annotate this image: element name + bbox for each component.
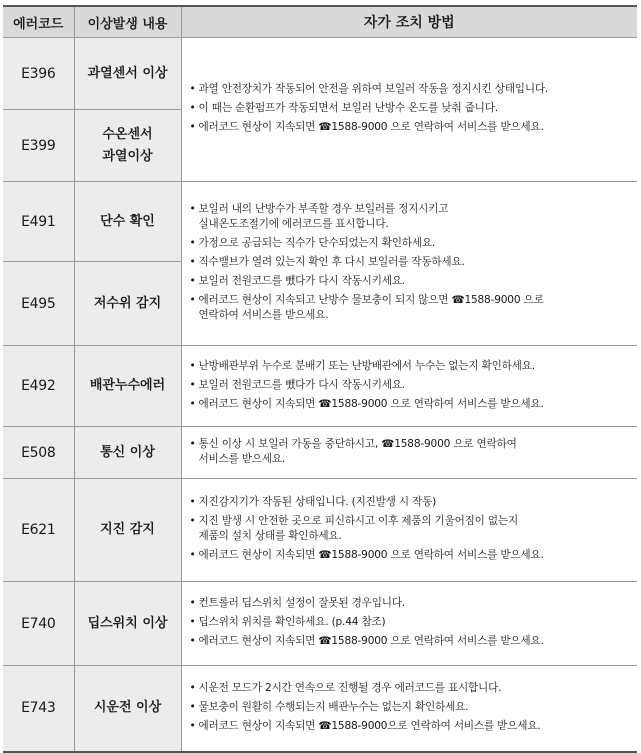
action-cell <box>181 182 637 346</box>
action-cell <box>181 666 637 752</box>
table-row <box>3 666 637 752</box>
action-item: • 지진감지기가 작동된 상태입니다. (지진발생 시 작동) <box>190 495 632 510</box>
action-item: • 컨트롤러 딥스위치 설정이 잘못된 경우입니다. <box>190 596 632 611</box>
action-item: • 에러코드 현상이 지속되고 난방수 물보충이 되지 않으면 ☎1588-9000 으로 연락하여 서비스를 받으세요. <box>190 293 632 323</box>
error-code: E495 <box>3 262 74 346</box>
error-code: E743 <box>3 666 74 752</box>
action-item: • 보일러 전원코드를 뺐다가 다시 작동시키세요. <box>190 378 632 393</box>
table-row <box>3 182 637 262</box>
error-name: 딥스위치 이상 <box>74 582 181 666</box>
action-item: • 에러코드 현상이 지속되면 ☎1588-9000 으로 연락하여 서비스를 받으세요. <box>190 548 632 563</box>
table-row <box>3 346 637 427</box>
error-code: E621 <box>3 479 74 582</box>
error-code: E396 <box>3 38 74 110</box>
error-name: 과열센서 이상 <box>74 38 181 110</box>
table-row <box>3 427 637 479</box>
action-item: • 에러코드 현상이 지속되면 ☎1588-9000 으로 연락하여 서비스를 받으세요. <box>190 120 632 135</box>
action-cell <box>181 479 637 582</box>
error-name: 시운전 이상 <box>74 666 181 752</box>
error-code: E740 <box>3 582 74 666</box>
action-cell <box>181 427 637 479</box>
action-cell <box>181 38 637 182</box>
error-name: 지진 감지 <box>74 479 181 582</box>
action-item: • 난방배관부위 누수로 분배기 또는 난방배관에서 누수는 없는지 확인하세요. <box>190 359 632 374</box>
action-cell <box>181 582 637 666</box>
error-name: 통신 이상 <box>74 427 181 479</box>
action-item: • 지진 발생 시 안전한 곳으로 피신하시고 이후 제품의 기울어짐이 없는지 제품의 설치 상태를 확인하세요. <box>190 514 632 544</box>
action-item: • 보일러 내의 난방수가 부족할 경우 보일러를 정지시키고 실내온도조절기에 에러코드를 표시합니다. <box>190 202 632 232</box>
header-action: 자가 조치 방법 <box>181 6 637 38</box>
error-code: E491 <box>3 182 74 262</box>
error-code: E492 <box>3 346 74 427</box>
table-row <box>3 479 637 582</box>
table-row <box>3 38 637 110</box>
action-item: • 보일러 전원코드를 뺐다가 다시 작동시키세요. <box>190 274 632 289</box>
table-row <box>3 582 637 666</box>
error-name: 수온센서 과열이상 <box>74 110 181 182</box>
table-header-row <box>3 6 637 38</box>
action-item: • 에러코드 현상이 지속되면 ☎1588-9000 으로 연락하여 서비스를 받으세요. <box>190 397 632 412</box>
action-item: • 통신 이상 시 보일러 가동을 중단하시고, ☎1588-9000 으로 연락하여 서비스를 받으세요. <box>190 437 632 467</box>
error-name: 배관누수에러 <box>74 346 181 427</box>
header-error-code: 에러코드 <box>3 6 74 38</box>
error-code: E508 <box>3 427 74 479</box>
header-cause: 이상발생 내용 <box>74 6 181 38</box>
action-item: • 직수밸브가 열려 있는지 확인 후 다시 보일러를 작동하세요. <box>190 255 632 270</box>
action-cell <box>181 346 637 427</box>
error-code-table <box>3 5 637 753</box>
action-item: • 에러코드 현상이 지속되면 ☎1588-9000 으로 연락하여 서비스를 받으세요. <box>190 634 632 649</box>
action-item: • 가정으로 공급되는 직수가 단수되었는지 확인하세요. <box>190 236 632 251</box>
error-code: E399 <box>3 110 74 182</box>
error-name: 저수위 감지 <box>74 262 181 346</box>
action-item: • 에러코드 현상이 지속되면 ☎1588-9000으로 연락하여 서비스를 받으세요. <box>190 719 632 734</box>
action-item: • 딥스위치 위치를 확인하세요. (p.44 참조) <box>190 615 632 630</box>
action-item: • 과열 안전장치가 작동되어 안전을 위하여 보일러 작동을 정지시킨 상태입니다. <box>190 82 632 97</box>
error-name: 단수 확인 <box>74 182 181 262</box>
action-item: • 물보충이 원활히 수행되는지 배관누수는 없는지 확인하세요. <box>190 700 632 715</box>
action-item: • 이 때는 순환펌프가 작동되면서 보일러 난방수 온도를 낮춰 줍니다. <box>190 101 632 116</box>
action-item: • 시운전 모드가 2시간 연속으로 진행될 경우 에러코드를 표시합니다. <box>190 681 632 696</box>
